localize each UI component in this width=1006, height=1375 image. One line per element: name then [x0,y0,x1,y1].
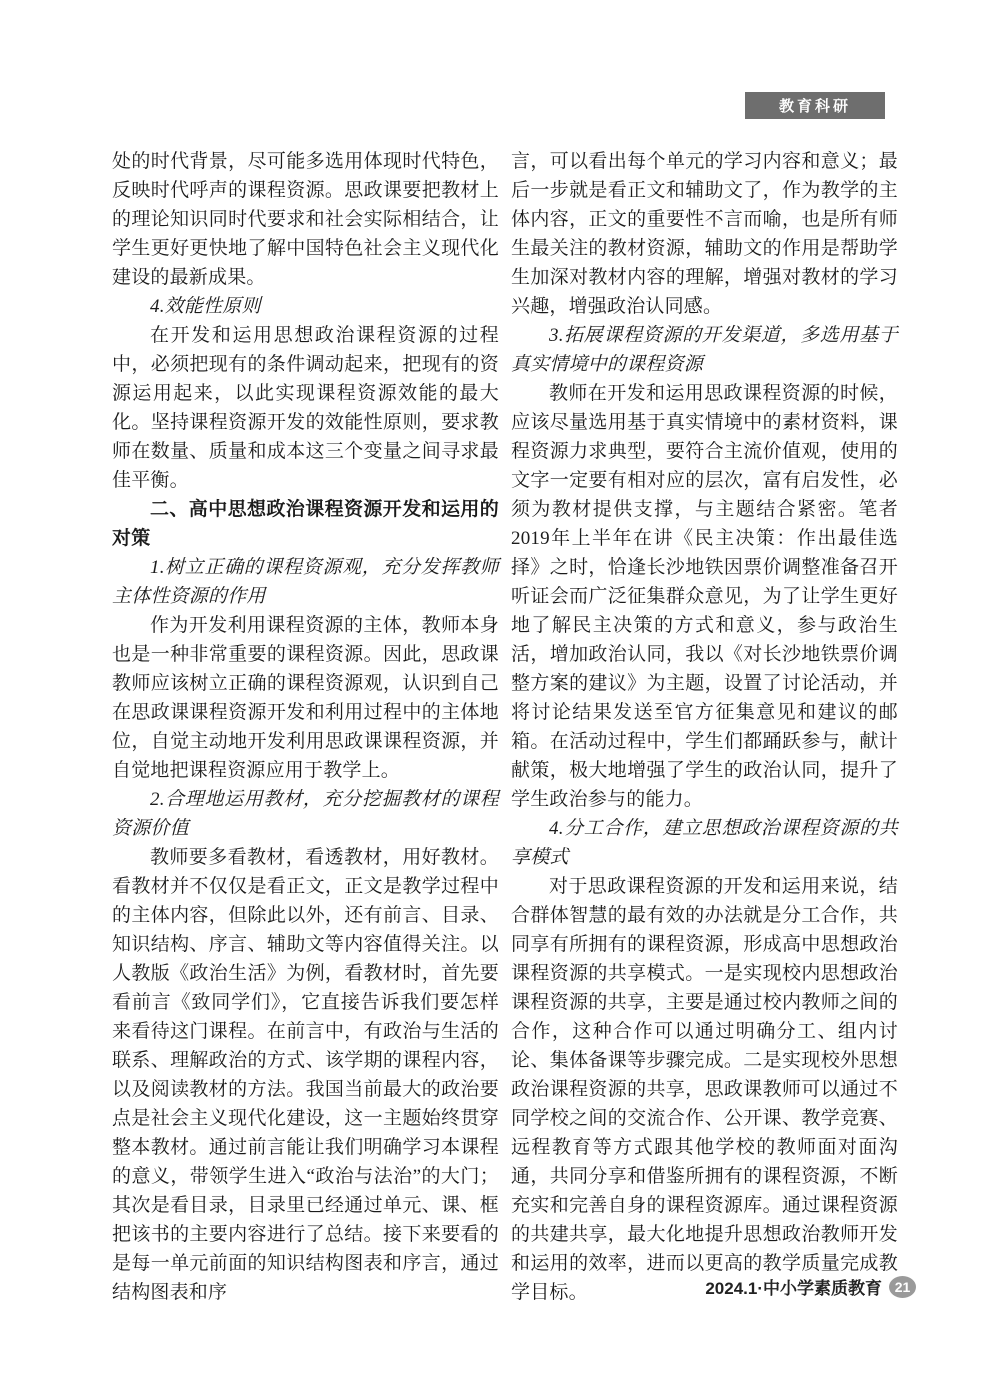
subsection-heading: 2.合理地运用教材，充分挖掘教材的课程资源价值 [112,789,499,839]
subsection-heading: 4.效能性原则 [150,296,261,317]
paragraph: 言，可以看出每个单元的学习内容和意义；最后一步就是看正文和辅助文了，作为教学的主体内容，正文的重要性不言而喻，也是所有师生最关注的教材资源，辅助文的作用是帮助学生加深对教材内容的理解，增强对教材的学习兴趣，增强政治认同感。 [511,151,898,317]
paragraph: 教师要多看教材，看透教材，用好教材。看教材并不仅仅是看正文，正文是教学过程中的主体内容，但除此以外，还有前言、目录、知识结构、序言、辅助文等内容值得关注。以人教版《政治生活》为例，看教材时，首先要看前言《致同学们》，它直接告诉我们要怎样来看待这门课程。在前言中，有政治与生活的联系、理解政治的方式、该学期的课程内容，以及阅读教材的方法。我国当前最大的政治要点是社会主义现代化建设，这一主题始终贯穿整本教材。通过前言能让我们明确学习本课程的意义，带领学生进入“政治与法治”的大门；其次是看目录，目录里已经通过单元、课、框把该书的主要内容进行了总结。接下来要看的是每一单元前面的知识结构图表和序言，通过结构图表和序 [112,847,499,1303]
paragraph: 在开发和运用思想政治课程资源的过程中，必须把现有的条件调动起来，把现有的资源运用起来，以此实现课程资源效能的最大化。坚持课程资源开发的效能性原则，要求教师在数量、质量和成本这三个变量之间寻求最佳平衡。 [112,325,499,491]
page-footer [705,1274,916,1299]
paragraph: 对于思政课程资源的开发和运用来说，结合群体智慧的最有效的办法就是分工合作，共同享有所拥有的课程资源，形成高中思想政治课程资源的共享模式。一是实现校内思想政治课程资源的共享，主要是通过校内教师之间的合作，这种合作可以通过明确分工、组内讨论、集体备课等步骤完成。二是实现校外思想政治课程资源的共享，思政课教师可以通过不同学校之间的交流合作、公开课、教学竞赛、远程教育等方式跟其他学校的教师面对面沟通，共同分享和借鉴所拥有的课程资源，不断充实和完善自身的课程资源库。通过课程资源的共建共享，最大化地提升思想政治教师开发和运用的效率，进而以更高的教学质量完成教学目标。 [511,876,898,1303]
section-badge: 教育科研 [745,92,885,119]
paragraph: 处的时代背景，尽可能多选用体现时代特色，反映时代呼声的课程资源。思政课要把教材上的理论知识同时代要求和社会实际相结合，让学生更好更快地了解中国特色社会主义现代化建设的最新成果。 [112,151,499,288]
paragraph: 作为开发利用课程资源的主体，教师本身也是一种非常重要的课程资源。因此，思政课教师应该树立正确的课程资源观，认识到自己在思政课课程资源开发和利用过程中的主体地位，自觉主动地开发利用思政课课程资源，并自觉地把课程资源应用于教学上。 [112,615,499,781]
subsection-heading: 4.分工合作，建立思想政治课程资源的共享模式 [511,818,898,868]
article-body [112,147,898,1307]
subsection-heading: 3.拓展课程资源的开发渠道，多选用基于真实情境中的课程资源 [511,325,898,375]
paragraph: 教师在开发和运用思政课程资源的时候，应该尽量选用基于真实情境中的素材资料，课程资源力求典型，要符合主流价值观，使用的文字一定要有相对应的层次，富有启发性，必须为教材提供支撑，与主题结合紧密。笔者2019年上半年在讲《民主决策：作出最佳选择》之时，恰逢长沙地铁因票价调整准备召开听证会而广泛征集群众意见，为了让学生更好地了解民主决策的方式和意义，参与政治生活，增加政治认同，我以《对长沙地铁票价调整方案的建议》为主题，设置了讨论活动，并将讨论结果发送至官方征集意见和建议的邮箱。在活动过程中，学生们都踊跃参与，献计献策，极大地增强了学生的政治认同，提升了学生政治参与的能力。 [511,383,898,810]
section-heading: 二、高中思想政治课程资源开发和运用的对策 [112,499,499,549]
page-number-badge: 21 [889,1276,916,1298]
right-column [511,147,898,1307]
left-column [112,147,499,1307]
footer-journal-info: 2024.1·中小学素质教育 [705,1279,882,1298]
subsection-heading: 1.树立正确的课程资源观，充分发挥教师主体性资源的作用 [112,557,499,607]
